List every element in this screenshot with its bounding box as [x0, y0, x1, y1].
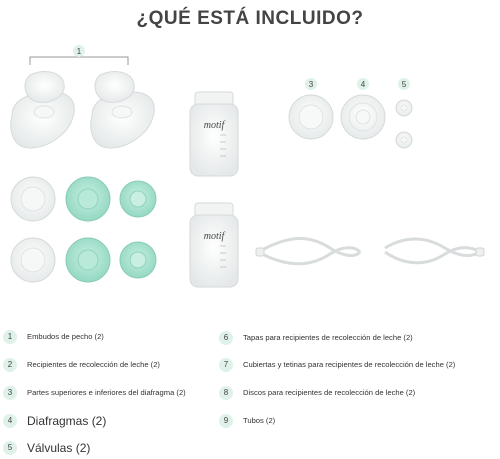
legend-label: Diafragmas (2): [27, 414, 107, 428]
legend-label: Tapas para recipientes de recolección de leche (2): [243, 333, 413, 342]
product-illustration: [0, 40, 500, 315]
breast-shield-left: [11, 72, 74, 148]
diaphragm-housing: [289, 95, 333, 139]
page-title: ¿QUÉ ESTÁ INCLUIDO?: [136, 8, 364, 29]
legend-number-badge: 4: [3, 414, 17, 428]
legend-number-badge: 6: [219, 331, 233, 345]
tube-left: [256, 238, 360, 263]
legend-number-badge: 8: [219, 386, 233, 400]
diaphragm: [341, 95, 385, 139]
legend-number-badge: 3: [3, 386, 17, 400]
bottle-bottom: [190, 203, 238, 287]
legend-label: Discos para recipientes de recolección de leche (2): [243, 388, 416, 397]
bottle-top: [190, 92, 238, 176]
legend-number-badge: 7: [219, 358, 233, 372]
breast-shield-right: [91, 72, 154, 148]
legend-label: Cubiertas y tetinas para recipientes de recolección de leche (2): [243, 360, 456, 369]
legend-item-2: [3, 358, 160, 372]
caps-row-2: [11, 238, 156, 282]
legend-item-3: [3, 386, 203, 400]
legend-label: Partes superiores e inferiores del diafragma (2): [27, 388, 186, 397]
legend-item-6: [219, 331, 413, 345]
legend-number-badge: 1: [3, 330, 17, 344]
art-label-1: 1: [76, 47, 82, 56]
legend-item-5: [3, 441, 90, 455]
legend-label: Embudos de pecho (2): [27, 332, 104, 341]
legend-item-7: [219, 358, 455, 372]
legend-item-8: [219, 386, 415, 400]
valves: [396, 100, 412, 148]
legend-label: Recipientes de recolección de leche (2): [27, 360, 160, 369]
legend-number-badge: 9: [219, 414, 233, 428]
art-label-3: 3: [308, 80, 314, 89]
legend-item-9: [219, 414, 275, 428]
art-label-4: 4: [360, 80, 366, 89]
legend-number-badge: 2: [3, 358, 17, 372]
art-label-5: 5: [401, 80, 407, 89]
legend-item-4: [3, 414, 106, 428]
caps-row-1: [11, 177, 156, 221]
bracket-1: [30, 45, 128, 65]
legend-number-badge: 5: [3, 441, 17, 455]
tube-right: [385, 239, 484, 263]
legend-item-1: [3, 330, 104, 344]
bottle-brand-2: motif: [203, 231, 225, 242]
bottle-brand-1: motif: [203, 120, 225, 131]
art-label-group: [305, 78, 410, 90]
legend-label: Válvulas (2): [27, 441, 91, 455]
legend-label: Tubos (2): [243, 416, 276, 425]
